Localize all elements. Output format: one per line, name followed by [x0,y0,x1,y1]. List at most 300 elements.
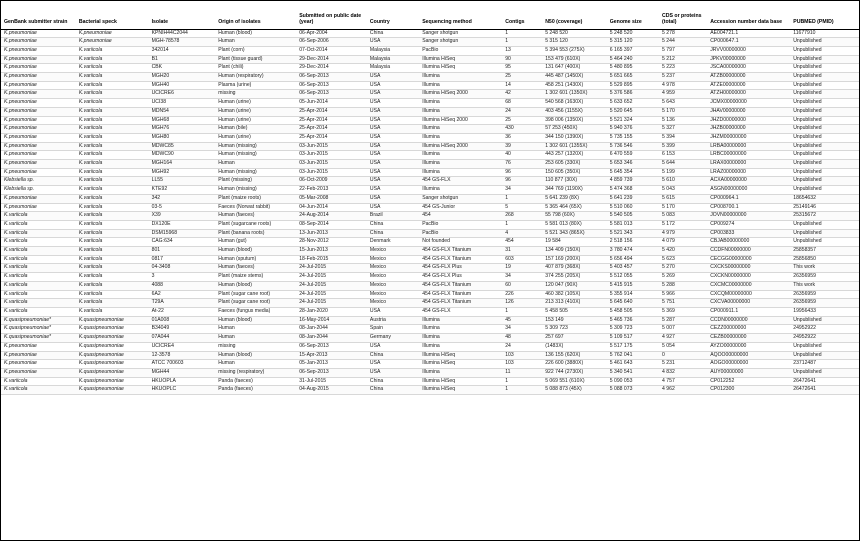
cell-bacterial-species: K.quasipneumoniae [76,377,149,386]
cell-origin: Plant (maize stems) [215,273,296,282]
cell-cds-proteins: 4 757 [659,377,707,386]
cell-isolate: LL55 [149,177,216,186]
cell-genome-size: 5 458 505 [607,308,659,317]
cell-pubmed: Unpublished [790,142,859,151]
cell-genbank-strain: K.quasipneumoniae* [1,334,76,343]
cell-country: USA [367,116,419,125]
cell-contigs: 430 [502,125,542,134]
cell-submitted-date: 15-Apr-2013 [296,351,367,360]
cell-submitted-date: 03-Jun-2015 [296,142,367,151]
cell-sequencing-method: 454 GS-FLX Plus [419,264,502,273]
cell-bacterial-species: K.quasipneumoniae [76,386,149,395]
cell-pubmed: Unpublished [790,220,859,229]
cell-bacterial-species: K.variicola [76,81,149,90]
cell-country: USA [367,368,419,377]
cell-bacterial-species: K.variicola [76,142,149,151]
cell-cds-proteins: 5 615 [659,194,707,203]
cell-cds-proteins: 4 959 [659,90,707,99]
table-row [1,273,859,282]
cell-genbank-strain: K.pneumoniae [1,203,76,212]
cell-cds-proteins: 5 327 [659,125,707,134]
cell-n50: 253 605 (330X) [542,160,607,169]
cell-country: Malaysia [367,55,419,64]
cell-genome-size: 2 518 156 [607,238,659,247]
cell-origin: Human (missing) [215,142,296,151]
table-row [1,342,859,351]
cell-contigs: 34 [502,186,542,195]
cell-origin: Human (missing) [215,168,296,177]
cell-bacterial-species: K.variicola [76,73,149,82]
cell-contigs: 96 [502,168,542,177]
cell-origin: Human (urine) [215,116,296,125]
cell-genome-size: 5 641 239 [607,194,659,203]
table-row [1,229,859,238]
cell-n50: 443 257 (1320X) [542,151,607,160]
cell-origin: Human (blood) [215,351,296,360]
cell-cds-proteins: 5 269 [659,273,707,282]
table-row [1,133,859,142]
cell-n50: 5 069 551 (610X) [542,377,607,386]
cell-isolate: CAG:634 [149,238,216,247]
cell-origin: Human (urine) [215,133,296,142]
cell-sequencing-method: 454 GS-FLX Titanium [419,255,502,264]
cell-country: Spain [367,325,419,334]
cell-n50: 445 487 (1450X) [542,73,607,82]
cell-n50: 922 744 (2730X) [542,368,607,377]
cell-isolate: 3 [149,273,216,282]
cell-pubmed: Unpublished [790,238,859,247]
cell-pubmed: 24952922 [790,325,859,334]
cell-country: USA [367,194,419,203]
cell-genbank-strain: K.pneumoniae [1,142,76,151]
cell-country: Denmark [367,238,419,247]
cell-isolate: MGH80 [149,133,216,142]
cell-n50: 150 605 (350X) [542,168,607,177]
cell-pubmed: 24952922 [790,334,859,343]
cell-sequencing-method: Illumina [419,334,502,343]
cell-cds-proteins: 5 610 [659,177,707,186]
cell-country: Austria [367,316,419,325]
cell-origin: Human (sputum) [215,255,296,264]
cell-submitted-date: 22-Feb-2013 [296,186,367,195]
cell-genome-size: 5 521 324 [607,116,659,125]
cell-cds-proteins: 5 231 [659,360,707,369]
cell-genbank-strain: K.variicola [1,264,76,273]
table-row [1,212,859,221]
cell-country: USA [367,133,419,142]
cell-origin: Human [215,360,296,369]
table-row [1,203,859,212]
cell-country: USA [367,38,419,47]
cell-n50: 460 382 (105X) [542,290,607,299]
cell-accession: CXCQM00000000 [707,290,790,299]
cell-accession: ACXA00000000 [707,177,790,186]
cell-isolate: KPNIH44C2044 [149,29,216,38]
cell-origin: Human [215,325,296,334]
cell-country: USA [367,186,419,195]
cell-genome-size: 5 651 665 [607,73,659,82]
cell-genbank-strain: K.variicola [1,273,76,282]
cell-isolate: T29A [149,299,216,308]
cell-n50: 398 006 (1350X) [542,116,607,125]
cell-sequencing-method: Illumina [419,160,502,169]
cell-genbank-strain: K.variicola [1,255,76,264]
cell-cds-proteins: 5 369 [659,308,707,317]
cell-accession: CP012300 [707,386,790,395]
cell-n50: 1 302 601 (1355X) [542,142,607,151]
cell-bacterial-species: K.quasipneumoniae [76,342,149,351]
cell-contigs: 40 [502,151,542,160]
cell-n50: 157 169 (200X) [542,255,607,264]
cell-accession: JSCA00000000 [707,64,790,73]
cell-country: USA [367,177,419,186]
cell-pubmed: 26356959 [790,273,859,282]
cell-isolate: UCI38 [149,99,216,108]
cell-submitted-date: 24-Jul-2015 [296,264,367,273]
cell-bacterial-species: K.variicola [76,99,149,108]
cell-bacterial-species: K.variicola [76,273,149,282]
cell-isolate: X39 [149,212,216,221]
cell-bacterial-species: K.pneumoniae [76,29,149,38]
cell-country: Mexico [367,255,419,264]
cell-sequencing-method: Illumina [419,168,502,177]
cell-genbank-strain: K.pneumoniae [1,360,76,369]
cell-cds-proteins: 5 399 [659,142,707,151]
cell-sequencing-method: Not founded [419,238,502,247]
cell-n50: 407 879 (368X) [542,264,607,273]
cell-contigs: 1 [502,38,542,47]
cell-country: Mexico [367,281,419,290]
table-row [1,308,859,317]
cell-genbank-strain: K.pneumoniae [1,125,76,134]
cell-pubmed: 25149146 [790,203,859,212]
cell-submitted-date: 15-Jun-2013 [296,247,367,256]
cell-cds-proteins: 5 288 [659,281,707,290]
cell-pubmed: Unpublished [790,38,859,47]
cell-n50: 226 600 (3880X) [542,360,607,369]
cell-isolate: 801 [149,247,216,256]
table-row [1,377,859,386]
cell-submitted-date: 03-Jun-2015 [296,151,367,160]
cell-country: USA [367,203,419,212]
cell-isolate: 07A044 [149,334,216,343]
cell-pubmed: Unpublished [790,151,859,160]
cell-submitted-date: 06-Sep-2013 [296,342,367,351]
cell-accession: CP000647.1 [707,38,790,47]
cell-accession: CP000964.1 [707,194,790,203]
cell-sequencing-method: 454 GS-Junior [419,203,502,212]
cell-accession: AOGO00000000 [707,360,790,369]
cell-cds-proteins: 6 153 [659,151,707,160]
cell-contigs: 603 [502,255,542,264]
cell-contigs: 31 [502,247,542,256]
cell-contigs: 34 [502,325,542,334]
cell-pubmed: Unpublished [790,81,859,90]
cell-n50: 5 458 505 [542,308,607,317]
cell-cds-proteins: 5 170 [659,203,707,212]
cell-genbank-strain: K.pneumoniae [1,38,76,47]
cell-genome-size: 5 474 368 [607,186,659,195]
cell-genbank-strain: K.pneumoniae [1,81,76,90]
cell-country: USA [367,99,419,108]
cell-isolate: 01A008 [149,316,216,325]
cell-isolate: MGH164 [149,160,216,169]
cell-pubmed: Unpublished [790,55,859,64]
column-header-genome-size: Genome size [607,1,659,29]
cell-isolate: MDWC85 [149,142,216,151]
column-header-submitted-date: Submitted on public date (year) [296,1,367,29]
cell-cds-proteins: 4 927 [659,334,707,343]
cell-bacterial-species: K.variicola [76,281,149,290]
cell-pubmed: Unpublished [790,99,859,108]
cell-contigs: 36 [502,133,542,142]
cell-genome-size: 6 165 397 [607,46,659,55]
cell-country: USA [367,151,419,160]
cell-n50: 213 313 (410X) [542,299,607,308]
cell-country: China [367,351,419,360]
cell-pubmed: Unpublished [790,90,859,99]
cell-sequencing-method: PacBio [419,46,502,55]
table-row [1,238,859,247]
cell-isolate: UCICRE6 [149,90,216,99]
cell-accession: LRAX00000000 [707,160,790,169]
column-header-pubmed: PUBMED (PMID) [790,1,859,29]
cell-country: USA [367,107,419,116]
cell-cds-proteins: 4 079 [659,238,707,247]
cell-submitted-date: 25-Apr-2014 [296,116,367,125]
cell-submitted-date: 08-Jan-2044 [296,334,367,343]
column-header-country: Country [367,1,419,29]
table-row [1,64,859,73]
cell-cds-proteins: 5 199 [659,168,707,177]
cell-cds-proteins: 5 054 [659,342,707,351]
cell-cds-proteins: 5 643 [659,99,707,108]
table-row [1,29,859,38]
cell-submitted-date: 28-Jan-2020 [296,308,367,317]
cell-isolate: 6A2 [149,290,216,299]
cell-sequencing-method: Illumina [419,151,502,160]
cell-sequencing-method: Sanger shotgun [419,29,502,38]
cell-bacterial-species: K.variicola [76,168,149,177]
cell-bacterial-species: K.variicola [76,290,149,299]
cell-submitted-date: 06-Sep-2013 [296,368,367,377]
cell-genbank-strain: K.variicola [1,386,76,395]
cell-accession: AUY00000000 [707,368,790,377]
cell-submitted-date: 29-Dec-2014 [296,55,367,64]
table-row [1,290,859,299]
cell-genbank-strain: K.variicola [1,290,76,299]
cell-country: USA [367,142,419,151]
cell-submitted-date: 08-Jan-2044 [296,325,367,334]
cell-submitted-date: 05-Mar-2008 [296,194,367,203]
cell-isolate: UCICRE4 [149,342,216,351]
cell-accession: CP009274 [707,220,790,229]
cell-bacterial-species: K.variicola [76,160,149,169]
cell-n50: 19 584 [542,238,607,247]
cell-cds-proteins: 5 644 [659,160,707,169]
cell-accession: CBJAB00000000 [707,238,790,247]
cell-bacterial-species: K.variicola [76,151,149,160]
cell-isolate: 04-3408 [149,264,216,273]
cell-sequencing-method: 454 GS-FLX Plus [419,273,502,282]
table-row [1,386,859,395]
cell-submitted-date: 06-Oct-2009 [296,177,367,186]
cell-n50: 344 769 (1190X) [542,186,607,195]
cell-cds-proteins: 5 212 [659,55,707,64]
cell-country: USA [367,160,419,169]
cell-genome-size: 5 656 494 [607,255,659,264]
cell-submitted-date: 06-Sep-2013 [296,73,367,82]
cell-sequencing-method: Illumina HiSeq [419,386,502,395]
cell-country: USA [367,73,419,82]
cell-genbank-strain: K.pneumoniae [1,99,76,108]
cell-genbank-strain: Klebsiella sp. [1,177,76,186]
cell-genome-size: 5 940 376 [607,125,659,134]
cell-submitted-date: 03-Jun-2015 [296,168,367,177]
cell-cds-proteins: 5 170 [659,107,707,116]
cell-accession: CECGG00000000 [707,255,790,264]
table-row [1,264,859,273]
cell-genbank-strain: K.quasipneumoniae* [1,325,76,334]
cell-cds-proteins: 5 394 [659,133,707,142]
cell-genome-size: 5 520 645 [607,107,659,116]
cell-genome-size: 5 581 013 [607,220,659,229]
cell-accession: JCMX00000000 [707,99,790,108]
cell-cds-proteins: 5 244 [659,38,707,47]
cell-cds-proteins: 4 978 [659,81,707,90]
cell-genbank-strain: K.pneumoniae [1,90,76,99]
cell-n50: 153 149 [542,316,607,325]
cell-cds-proteins: 5 270 [659,264,707,273]
cell-origin: Plant (tissue guard) [215,55,296,64]
cell-bacterial-species: K.variicola [76,247,149,256]
cell-genbank-strain: K.variicola [1,308,76,317]
cell-cds-proteins: 0 [659,351,707,360]
cell-genome-size: 5 309 723 [607,325,659,334]
cell-origin: Human (urine) [215,99,296,108]
cell-isolate: MGH76 [149,125,216,134]
table-row [1,368,859,377]
cell-origin: Faeces (Norwat rabbit) [215,203,296,212]
cell-isolate: 342 [149,194,216,203]
cell-genbank-strain: K.pneumoniae [1,64,76,73]
cell-contigs: 1 [502,220,542,229]
cell-contigs: 48 [502,334,542,343]
cell-isolate: MGH20 [149,73,216,82]
cell-country: China [367,386,419,395]
cell-accession: JHAV00000000 [707,107,790,116]
cell-sequencing-method: 454 GS-FLX Titanium [419,290,502,299]
cell-bacterial-species: K.variicola [76,46,149,55]
cell-sequencing-method: Sanger shotgun [419,194,502,203]
cell-pubmed: 26356959 [790,299,859,308]
cell-n50: 136 155 (620X) [542,351,607,360]
cell-bacterial-species: K.variicola [76,229,149,238]
cell-origin: Plant (corn) [215,46,296,55]
cell-genbank-strain: K.pneumoniae [1,368,76,377]
cell-pubmed: Unpublished [790,116,859,125]
cell-pubmed: 11677910 [790,29,859,38]
cell-cds-proteins: 5 223 [659,64,707,73]
cell-submitted-date: 06-Sep-2013 [296,81,367,90]
cell-genome-size: 5 465 736 [607,316,659,325]
cell-origin: Panda (faeces) [215,386,296,395]
cell-submitted-date: 24-Jul-2015 [296,290,367,299]
cell-bacterial-species: K.variicola [76,186,149,195]
cell-n50: 5 641 239 (8X) [542,194,607,203]
column-header-bacterial-species: Bacterial speck [76,1,149,29]
cell-bacterial-species: K.variicola [76,203,149,212]
column-header-contigs: Contigs [502,1,542,29]
cell-accession: CXCKS00000000 [707,264,790,273]
cell-sequencing-method: Illumina HiSeq [419,360,502,369]
cell-country: Germany [367,334,419,343]
cell-genome-size: 5 510 060 [607,203,659,212]
cell-submitted-date: 25-Apr-2014 [296,125,367,134]
cell-contigs: 1 [502,308,542,317]
cell-contigs: 1 [502,386,542,395]
cell-origin: Human [215,334,296,343]
cell-accession: AYZO00000000 [707,342,790,351]
cell-submitted-date: 29-Dec-2014 [296,64,367,73]
cell-genome-size: 5 762 041 [607,351,659,360]
table-header [1,1,859,29]
cell-cds-proteins: 5 287 [659,316,707,325]
cell-n50: 5 248 520 [542,29,607,38]
table-row [1,142,859,151]
table-row [1,73,859,82]
cell-submitted-date: 28-Nov-2012 [296,238,367,247]
table-row [1,351,859,360]
column-header-origin: Origin of isolates [215,1,296,29]
cell-accession: CCDFN00000000 [707,247,790,256]
cell-isolate: At-22 [149,308,216,317]
cell-sequencing-method: 454 GS-FLX Titanium [419,247,502,256]
cell-sequencing-method: Sanger shotgun [419,38,502,47]
cell-country: USA [367,125,419,134]
cell-contigs: 68 [502,99,542,108]
cell-submitted-date: 13-Jun-2013 [296,229,367,238]
cell-isolate: HKUOPLA [149,377,216,386]
cell-contigs: 95 [502,64,542,73]
cell-pubmed: This work [790,264,859,273]
cell-genbank-strain: K.pneumoniae [1,107,76,116]
cell-isolate: MDN54 [149,107,216,116]
cell-contigs: 39 [502,142,542,151]
cell-genome-size: 5 090 053 [607,377,659,386]
table-row [1,299,859,308]
cell-origin: missing [215,90,296,99]
cell-sequencing-method: Illumina HiSeq [419,55,502,64]
cell-origin: Human (blood) [215,247,296,256]
cell-country: Malaysia [367,64,419,73]
table-row [1,99,859,108]
cell-isolate: MGH92 [149,168,216,177]
cell-isolate: ATCC 700603 [149,360,216,369]
cell-n50: 5 315 120 [542,38,607,47]
cell-bacterial-species: K.variicola [76,238,149,247]
cell-accession: CCDN00000000 [707,316,790,325]
cell-country: Mexico [367,290,419,299]
cell-contigs: 1 [502,29,542,38]
cell-accession: CP000911.1 [707,308,790,317]
cell-pubmed: Unpublished [790,168,859,177]
cell-submitted-date: 04-Aug-2015 [296,386,367,395]
cell-bacterial-species: K.variicola [76,255,149,264]
cell-country: Brazil [367,212,419,221]
cell-origin: Plant (banana roots) [215,229,296,238]
cell-origin: Human (blood) [215,316,296,325]
